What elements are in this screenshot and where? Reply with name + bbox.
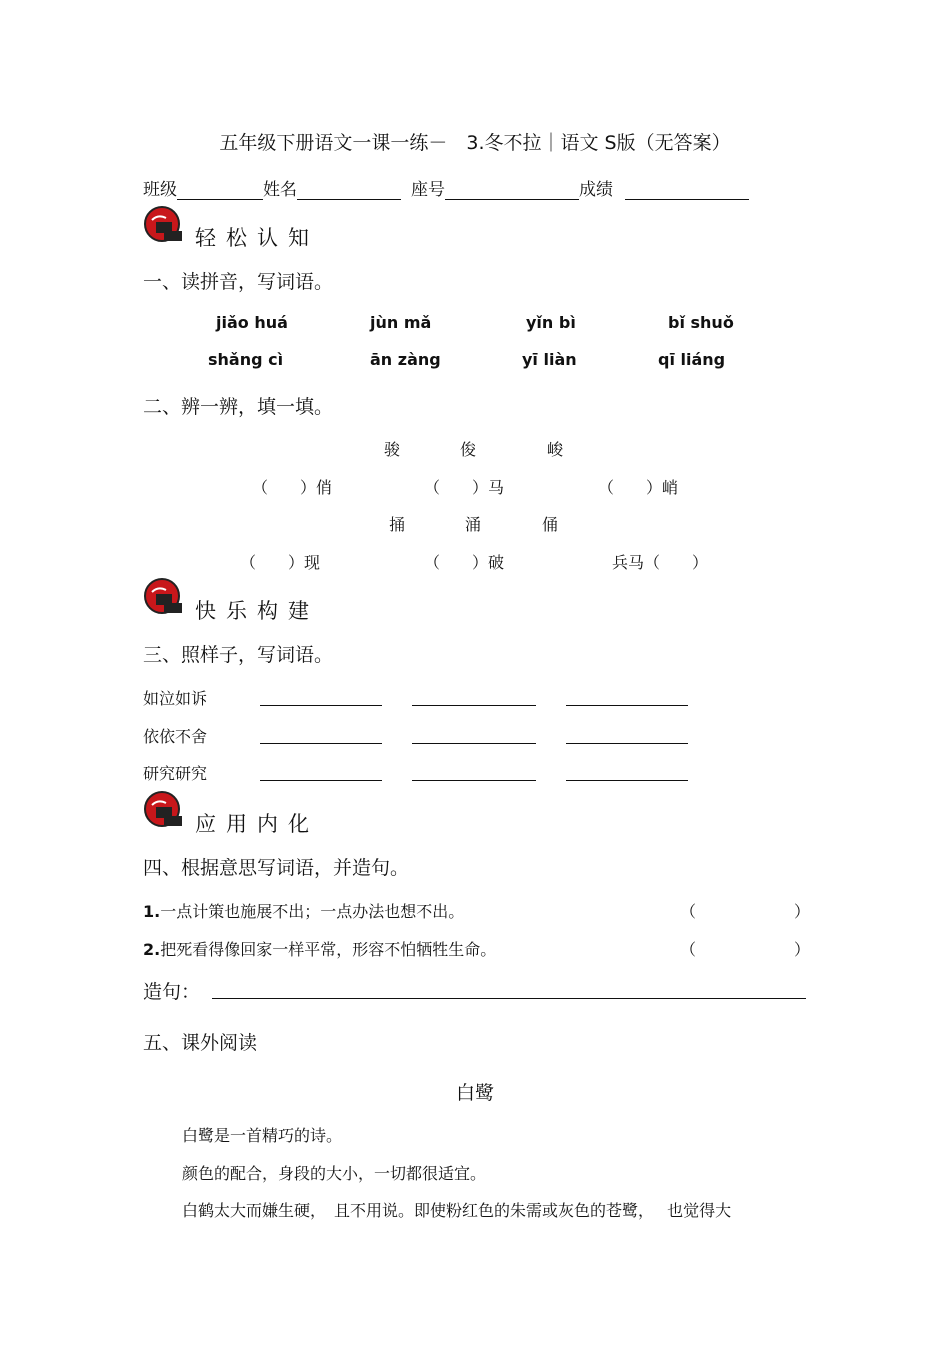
char-option: 涌	[465, 515, 482, 534]
q2-heading: 二、辨一辨，填一填。	[143, 396, 334, 418]
seat-label: 座号	[411, 180, 445, 200]
definition-item-1	[143, 899, 464, 922]
char-option: 骏	[384, 440, 401, 459]
score-label: 成绩	[579, 180, 613, 200]
pinyin-item: yī liàn	[522, 350, 577, 369]
answer-line[interactable]	[260, 705, 382, 706]
name-blank[interactable]	[297, 181, 401, 200]
example-word: 研究研究	[143, 764, 208, 783]
answer-line[interactable]	[412, 743, 536, 744]
answer-line[interactable]	[260, 743, 382, 744]
article-paragraph: 白鹤太大而嫌生硬， 且不用说。即使粉红色的朱需或灰色的苍鹭， 也觉得大	[182, 1201, 732, 1220]
pinyin-item: ān zàng	[370, 350, 441, 369]
char-option: 俊	[460, 440, 477, 459]
section-emblem-icon	[144, 578, 184, 618]
answer-line[interactable]	[260, 780, 382, 781]
fill-item[interactable]: （ ）峭	[598, 478, 679, 497]
char-option: 俑	[542, 515, 559, 534]
score-blank[interactable]	[625, 181, 749, 200]
q5-heading: 五、课外阅读	[143, 1032, 258, 1054]
item-number: 2.	[143, 940, 161, 959]
fill-item[interactable]: （ ）现	[240, 553, 321, 572]
student-info-row	[143, 175, 749, 200]
section-title-1: 轻松认知	[195, 226, 319, 250]
fill-item[interactable]: （ ）破	[424, 553, 505, 572]
answer-paren-open: （	[680, 940, 697, 959]
pinyin-item: shǎng cì	[208, 350, 284, 369]
q4-heading: 四、根据意思写词语，并造句。	[143, 857, 410, 879]
section-title-2: 快乐构建	[195, 599, 319, 623]
pinyin-item: jùn mǎ	[370, 313, 432, 332]
pinyin-item: yǐn bì	[526, 313, 576, 332]
char-option: 峻	[547, 440, 564, 459]
article-paragraph: 颜色的配合，身段的大小，一切都很适宜。	[182, 1164, 487, 1183]
definition-text: 一点计策也施展不出；一点办法也想不出。	[160, 902, 465, 921]
page-title: 五年级下册语文一课一练－ 3.冬不拉｜语文 S版（无答案）	[219, 132, 731, 154]
item-number: 1.	[143, 902, 161, 921]
definition-text: 把死看得像回家一样平常，形容不怕牺牲生命。	[160, 940, 497, 959]
fill-item[interactable]: （ ）俏	[252, 478, 333, 497]
section-emblem-icon	[144, 206, 184, 246]
pinyin-item: bǐ shuǒ	[668, 313, 734, 332]
name-label: 姓名	[263, 180, 297, 200]
answer-line[interactable]	[412, 780, 536, 781]
class-label: 班级	[143, 180, 177, 200]
answer-paren-close: ）	[794, 902, 811, 921]
definition-item-2	[143, 937, 496, 960]
answer-paren-close: ）	[794, 940, 811, 959]
section-title-3: 应用内化	[195, 812, 319, 836]
answer-line[interactable]	[412, 705, 536, 706]
answer-line[interactable]	[566, 780, 688, 781]
article-title: 白鹭	[455, 1082, 494, 1104]
sentence-line[interactable]	[212, 998, 806, 999]
article-paragraph: 白鹭是一首精巧的诗。	[182, 1126, 343, 1145]
section-emblem-icon	[144, 791, 184, 831]
answer-paren-open: （	[680, 902, 697, 921]
q1-heading: 一、读拼音，写词语。	[143, 271, 334, 293]
fill-item[interactable]: （ ）马	[424, 478, 505, 497]
sentence-label: 造句：	[143, 981, 201, 1003]
pinyin-item: jiǎo huá	[216, 313, 288, 332]
example-word: 依依不舍	[143, 727, 208, 746]
answer-line[interactable]	[566, 705, 688, 706]
answer-line[interactable]	[566, 743, 688, 744]
example-word: 如泣如诉	[143, 689, 208, 708]
q3-heading: 三、照样子，写词语。	[143, 644, 334, 666]
char-option: 捅	[389, 515, 406, 534]
seat-blank[interactable]	[445, 181, 579, 200]
pinyin-item: qī liáng	[658, 350, 726, 369]
class-blank[interactable]	[177, 181, 263, 200]
fill-item[interactable]: 兵马（ ）	[612, 553, 709, 572]
